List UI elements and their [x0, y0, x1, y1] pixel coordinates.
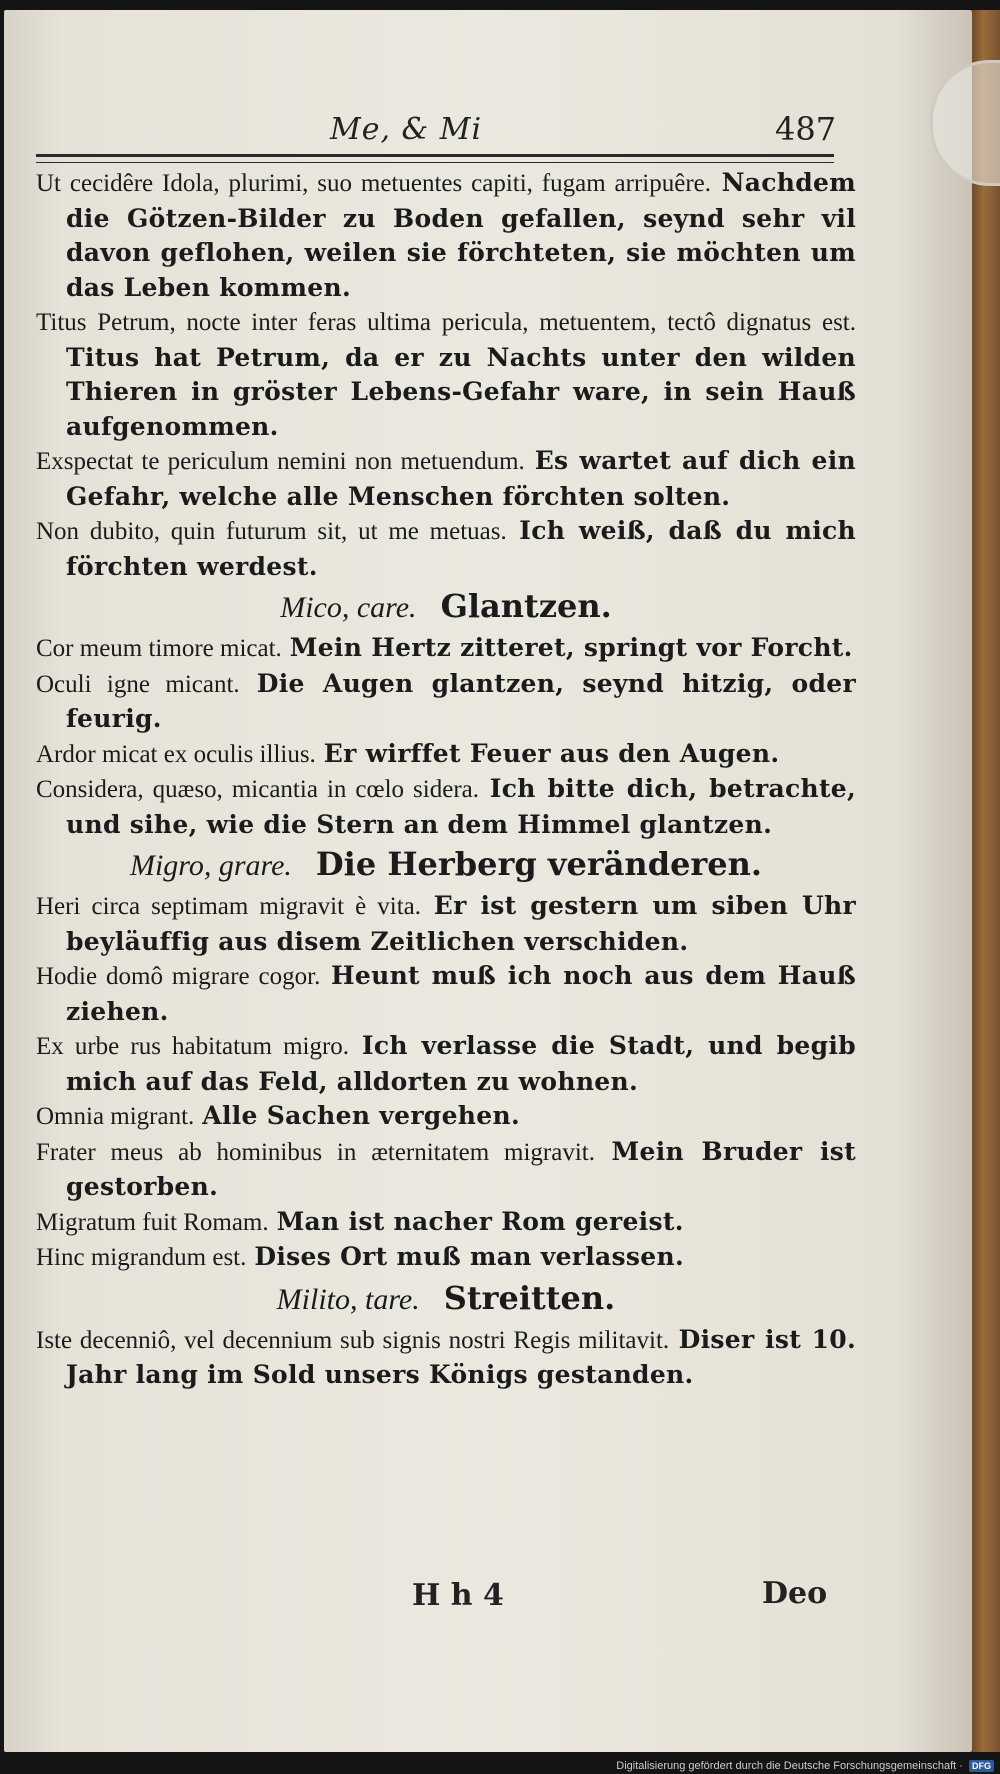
example-entry: [36, 772, 856, 842]
dfg-logo: DFG: [969, 1760, 994, 1772]
example-entry: [36, 959, 856, 1029]
page-header: [30, 108, 850, 158]
example-entry: [36, 1099, 856, 1135]
german-translation: Mein Hertz zitteret, springt vor Forcht.: [289, 633, 853, 662]
example-entry: [36, 1323, 856, 1393]
example-entry: [36, 1205, 856, 1241]
lemma-gloss: Die Herberg veränderen.: [315, 845, 763, 883]
german-translation: Dises Ort muß man verlassen.: [254, 1242, 684, 1271]
lemma-word: Milito, tare.: [276, 1282, 420, 1316]
latin-sentence: Ut cecidêre Idola, plurimi, suo metuentes capiti, fugam arripuêre.: [36, 170, 712, 197]
digitization-credit: [616, 1760, 994, 1772]
german-translation: Ich weiß, daß du mich förchten werdest.: [66, 516, 856, 581]
example-entry: [36, 737, 856, 773]
catchword: Deo: [762, 1576, 828, 1611]
latin-sentence: Iste decenniô, vel decennium sub signis nostri Regis militavit.: [36, 1326, 670, 1354]
latin-sentence: Exspectat te periculum nemini non metuendum.: [36, 448, 525, 475]
latin-sentence: Hinc migrandum est.: [36, 1244, 247, 1271]
example-entry: [36, 889, 856, 959]
page-footer: [36, 1576, 856, 1626]
latin-sentence: Non dubito, quin futurum sit, ut me metuas.: [36, 518, 507, 545]
lemma-heading: [36, 1278, 856, 1321]
example-entry: [36, 1240, 856, 1276]
lemma-word: Mico, care.: [280, 591, 417, 624]
header-rule: [36, 154, 834, 163]
credit-text: Digitalisierung gefördert durch die Deutsche Forschungsgemeinschaft ·: [616, 1760, 963, 1772]
book-spine: [972, 10, 1000, 1752]
german-translation: Diser ist 10. Jahr lang im Sold unsers Königs gestanden.: [66, 1324, 856, 1389]
page-number: 487: [775, 110, 837, 148]
latin-sentence: Hodie domô migrare cogor.: [36, 963, 321, 990]
example-entry: [36, 667, 856, 737]
german-translation: Titus hat Petrum, da er zu Nachts unter den wilden Thieren in gröster Lebens-Gefahr ware, in sein Hauß aufgenommen.: [66, 342, 856, 441]
german-translation: Er wirffet Feuer aus den Augen.: [323, 738, 780, 768]
german-translation: Mein Bruder ist gestorben.: [66, 1136, 856, 1201]
latin-sentence: Titus Petrum, nocte inter feras ultima pericula, metuentem, tectô dignatus est.: [36, 309, 856, 336]
example-entry: [36, 444, 856, 514]
latin-sentence: Oculi igne micant.: [36, 670, 240, 698]
german-translation: Alle Sachen vergehen.: [202, 1101, 520, 1130]
latin-sentence: Omnia migrant.: [36, 1103, 195, 1130]
german-translation: Nachdem die Götzen-Bilder zu Boden gefallen, seynd sehr vil davon geflohen, weilen sie förchteten, sie möchten um das Leben kommen.: [66, 168, 856, 302]
latin-sentence: Migratum fuit Romam.: [36, 1208, 269, 1236]
dictionary-body: [36, 166, 856, 1393]
example-entry: [36, 305, 856, 444]
signature-mark: H h 4: [412, 1578, 504, 1613]
example-entry: [36, 631, 856, 667]
lemma-gloss: Glantzen.: [440, 587, 612, 625]
german-translation: Er ist gestern um siben Uhr beyläuffig aus disem Zeitlichen verschiden.: [66, 891, 856, 956]
running-head: Me, & Mi: [330, 112, 483, 147]
example-entry: [36, 166, 856, 305]
latin-sentence: Ex urbe rus habitatum migro.: [36, 1033, 350, 1060]
latin-sentence: Ardor micat ex oculis illius.: [36, 740, 316, 768]
lemma-word: Migro, grare.: [129, 849, 292, 882]
german-translation: Man ist nacher Rom gereist.: [276, 1206, 684, 1236]
german-translation: Ich verlasse die Stadt, und begib mich auf das Feld, alldorten zu wohnen.: [66, 1031, 856, 1096]
lemma-heading: [36, 586, 856, 629]
example-entry: [36, 1029, 856, 1099]
german-translation: Es wartet auf dich ein Gefahr, welche alle Menschen förchten solten.: [66, 446, 856, 511]
lemma-heading: [36, 844, 856, 887]
german-translation: Heunt muß ich noch aus dem Hauß ziehen.: [66, 961, 856, 1026]
example-entry: [36, 1135, 856, 1205]
latin-sentence: Frater meus ab hominibus in æternitatem migravit.: [36, 1138, 595, 1166]
example-entry: [36, 514, 856, 584]
latin-sentence: Considera, quæso, micantia in cœlo sidera.: [36, 776, 479, 803]
latin-sentence: Cor meum timore micat.: [36, 635, 282, 662]
lemma-gloss: Streitten.: [443, 1278, 616, 1317]
latin-sentence: Heri circa septimam migravit è vita.: [36, 893, 422, 920]
german-translation: Ich bitte dich, betrachte, und sihe, wie die Stern an dem Himmel glantzen.: [66, 774, 857, 839]
german-translation: Die Augen glantzen, seynd hitzig, oder feurig.: [66, 668, 856, 733]
